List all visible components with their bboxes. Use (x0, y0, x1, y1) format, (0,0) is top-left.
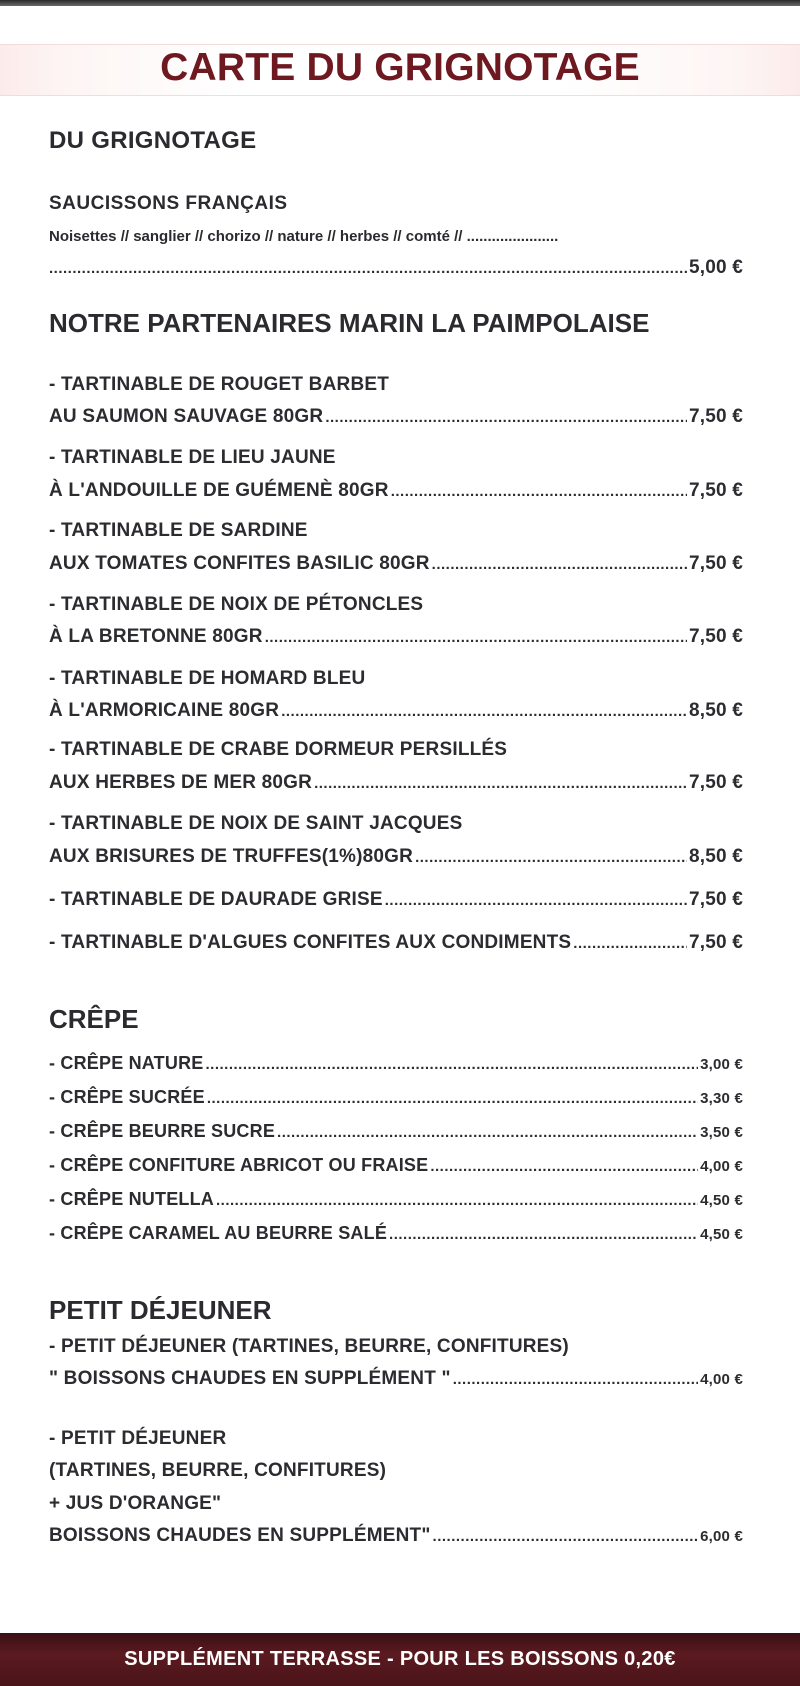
menu-item (49, 772, 743, 794)
menu-item (49, 1155, 743, 1176)
menu-item-label: - TARTINABLE D'ALGUES CONFITES AUX CONDIMENTS (49, 932, 572, 953)
price: 3,00 € (700, 1056, 743, 1073)
menu-item-line2: AUX HERBES DE MER 80GR (49, 772, 313, 793)
saucissons-price-line (49, 257, 743, 279)
menu-item (49, 889, 743, 911)
top-edge (0, 0, 800, 6)
price: 7,50 € (688, 626, 743, 647)
dot-leader (325, 409, 687, 426)
dot-leader (430, 1158, 698, 1175)
menu-item-label: - CRÊPE NUTELLA (49, 1189, 214, 1209)
menu-item (49, 1368, 743, 1390)
dot-leader (453, 1371, 698, 1388)
dot-leader (281, 703, 687, 720)
menu-item (49, 406, 743, 428)
menu-item-line1: - TARTINABLE DE ROUGET BARBET (49, 374, 390, 395)
menu-item (49, 553, 743, 575)
price: 7,50 € (688, 480, 743, 501)
menu-item (49, 1525, 743, 1547)
menu-item-line2: À LA BRETONNE 80GR (49, 626, 263, 647)
dot-leader (216, 1192, 698, 1209)
dot-leader (385, 892, 687, 909)
menu-item (49, 626, 743, 648)
footer-banner: SUPPLÉMENT TERRASSE - POUR LES BOISSONS 0,20€ (0, 1633, 800, 1686)
menu-item-line2: AUX BRISURES DE TRUFFES(1%)80GR (49, 846, 414, 867)
menu-item-line2: AUX TOMATES CONFITES BASILIC 80GR (49, 553, 430, 574)
menu-item-line1: - TARTINABLE DE HOMARD BLEU (49, 668, 366, 689)
menu-item (49, 1189, 743, 1210)
price: 4,50 € (700, 1226, 743, 1243)
menu-item (49, 1121, 743, 1142)
section-heading-partenaire: NOTRE PARTENAIRES MARIN LA PAIMPOLAISE (49, 308, 650, 338)
menu-item-label: - TARTINABLE DE DAURADE GRISE (49, 889, 383, 910)
menu-item-line1: - TARTINABLE DE CRABE DORMEUR PERSILLÉS (49, 739, 508, 760)
price: 5,00 € (688, 257, 743, 278)
dot-leader (573, 935, 687, 952)
menu-item-line2: À L'ANDOUILLE DE GUÉMENÈ 80GR (49, 480, 389, 501)
price: 7,50 € (688, 553, 743, 574)
menu-item (49, 932, 743, 954)
menu-item-line1: - TARTINABLE DE NOIX DE SAINT JACQUES (49, 813, 463, 834)
dot-leader (205, 1056, 698, 1073)
menu-item-line1: - PETIT DÉJEUNER (49, 1428, 227, 1449)
dot-leader (389, 1226, 698, 1243)
dot-leader (314, 775, 687, 792)
menu-item-line1: - TARTINABLE DE NOIX DE PÉTONCLES (49, 594, 424, 615)
menu-item-line4: BOISSONS CHAUDES EN SUPPLÉMENT" (49, 1525, 431, 1546)
menu-item-label: - CRÊPE CARAMEL AU BEURRE SALÉ (49, 1223, 388, 1243)
price: 4,50 € (700, 1192, 743, 1209)
menu-item (49, 700, 743, 722)
dot-leader (391, 483, 687, 500)
price: 3,30 € (700, 1090, 743, 1107)
dot-leader (432, 556, 687, 573)
menu-item-label: - CRÊPE BEURRE SUCRE (49, 1121, 276, 1141)
menu-item (49, 1087, 743, 1108)
menu-item (49, 480, 743, 502)
menu-item-label: - CRÊPE NATURE (49, 1053, 204, 1073)
price: 4,00 € (700, 1158, 743, 1175)
section-heading-grignotage: DU GRIGNOTAGE (49, 127, 257, 154)
menu-item-line2: À L'ARMORICAINE 80GR (49, 700, 280, 721)
price: 6,00 € (700, 1528, 743, 1545)
price: 4,00 € (700, 1371, 743, 1388)
menu-item (49, 1223, 743, 1244)
menu-item-label: - CRÊPE CONFITURE ABRICOT OU FRAISE (49, 1155, 429, 1175)
price: 3,50 € (700, 1124, 743, 1141)
saucissons-varieties: Noisettes // sanglier // chorizo // nature // herbes // comté // ...................... (49, 228, 559, 245)
menu-item-line3: + JUS D'ORANGE" (49, 1493, 222, 1514)
menu-item-line2: AU SAUMON SAUVAGE 80GR (49, 406, 324, 427)
dot-leader (265, 629, 687, 646)
price: 8,50 € (688, 846, 743, 867)
dot-leader (49, 260, 687, 277)
dot-leader (277, 1124, 698, 1141)
section-heading-petit-dejeuner: PETIT DÉJEUNER (49, 1295, 272, 1325)
price: 8,50 € (688, 700, 743, 721)
dot-leader (207, 1090, 698, 1107)
dot-leader (433, 1528, 699, 1545)
menu-item (49, 846, 743, 868)
menu-item-line1: - TARTINABLE DE SARDINE (49, 520, 308, 541)
menu-item-line1: - PETIT DÉJEUNER (TARTINES, BEURRE, CONFITURES) (49, 1336, 569, 1357)
dot-leader (415, 849, 687, 866)
price: 7,50 € (688, 932, 743, 953)
section-heading-crepe: CRÊPE (49, 1004, 139, 1034)
menu-item-line1: - TARTINABLE DE LIEU JAUNE (49, 447, 336, 468)
saucissons-heading: SAUCISSONS FRANÇAIS (49, 193, 288, 214)
price: 7,50 € (688, 772, 743, 793)
price: 7,50 € (688, 889, 743, 910)
page-title: CARTE DU GRIGNOTAGE (160, 46, 640, 89)
price: 7,50 € (688, 406, 743, 427)
menu-item-line2: (TARTINES, BEURRE, CONFITURES) (49, 1460, 387, 1481)
menu-item-line2: " BOISSONS CHAUDES EN SUPPLÉMENT " (49, 1368, 451, 1389)
menu-item (49, 1053, 743, 1074)
menu-item-label: - CRÊPE SUCRÉE (49, 1087, 205, 1107)
